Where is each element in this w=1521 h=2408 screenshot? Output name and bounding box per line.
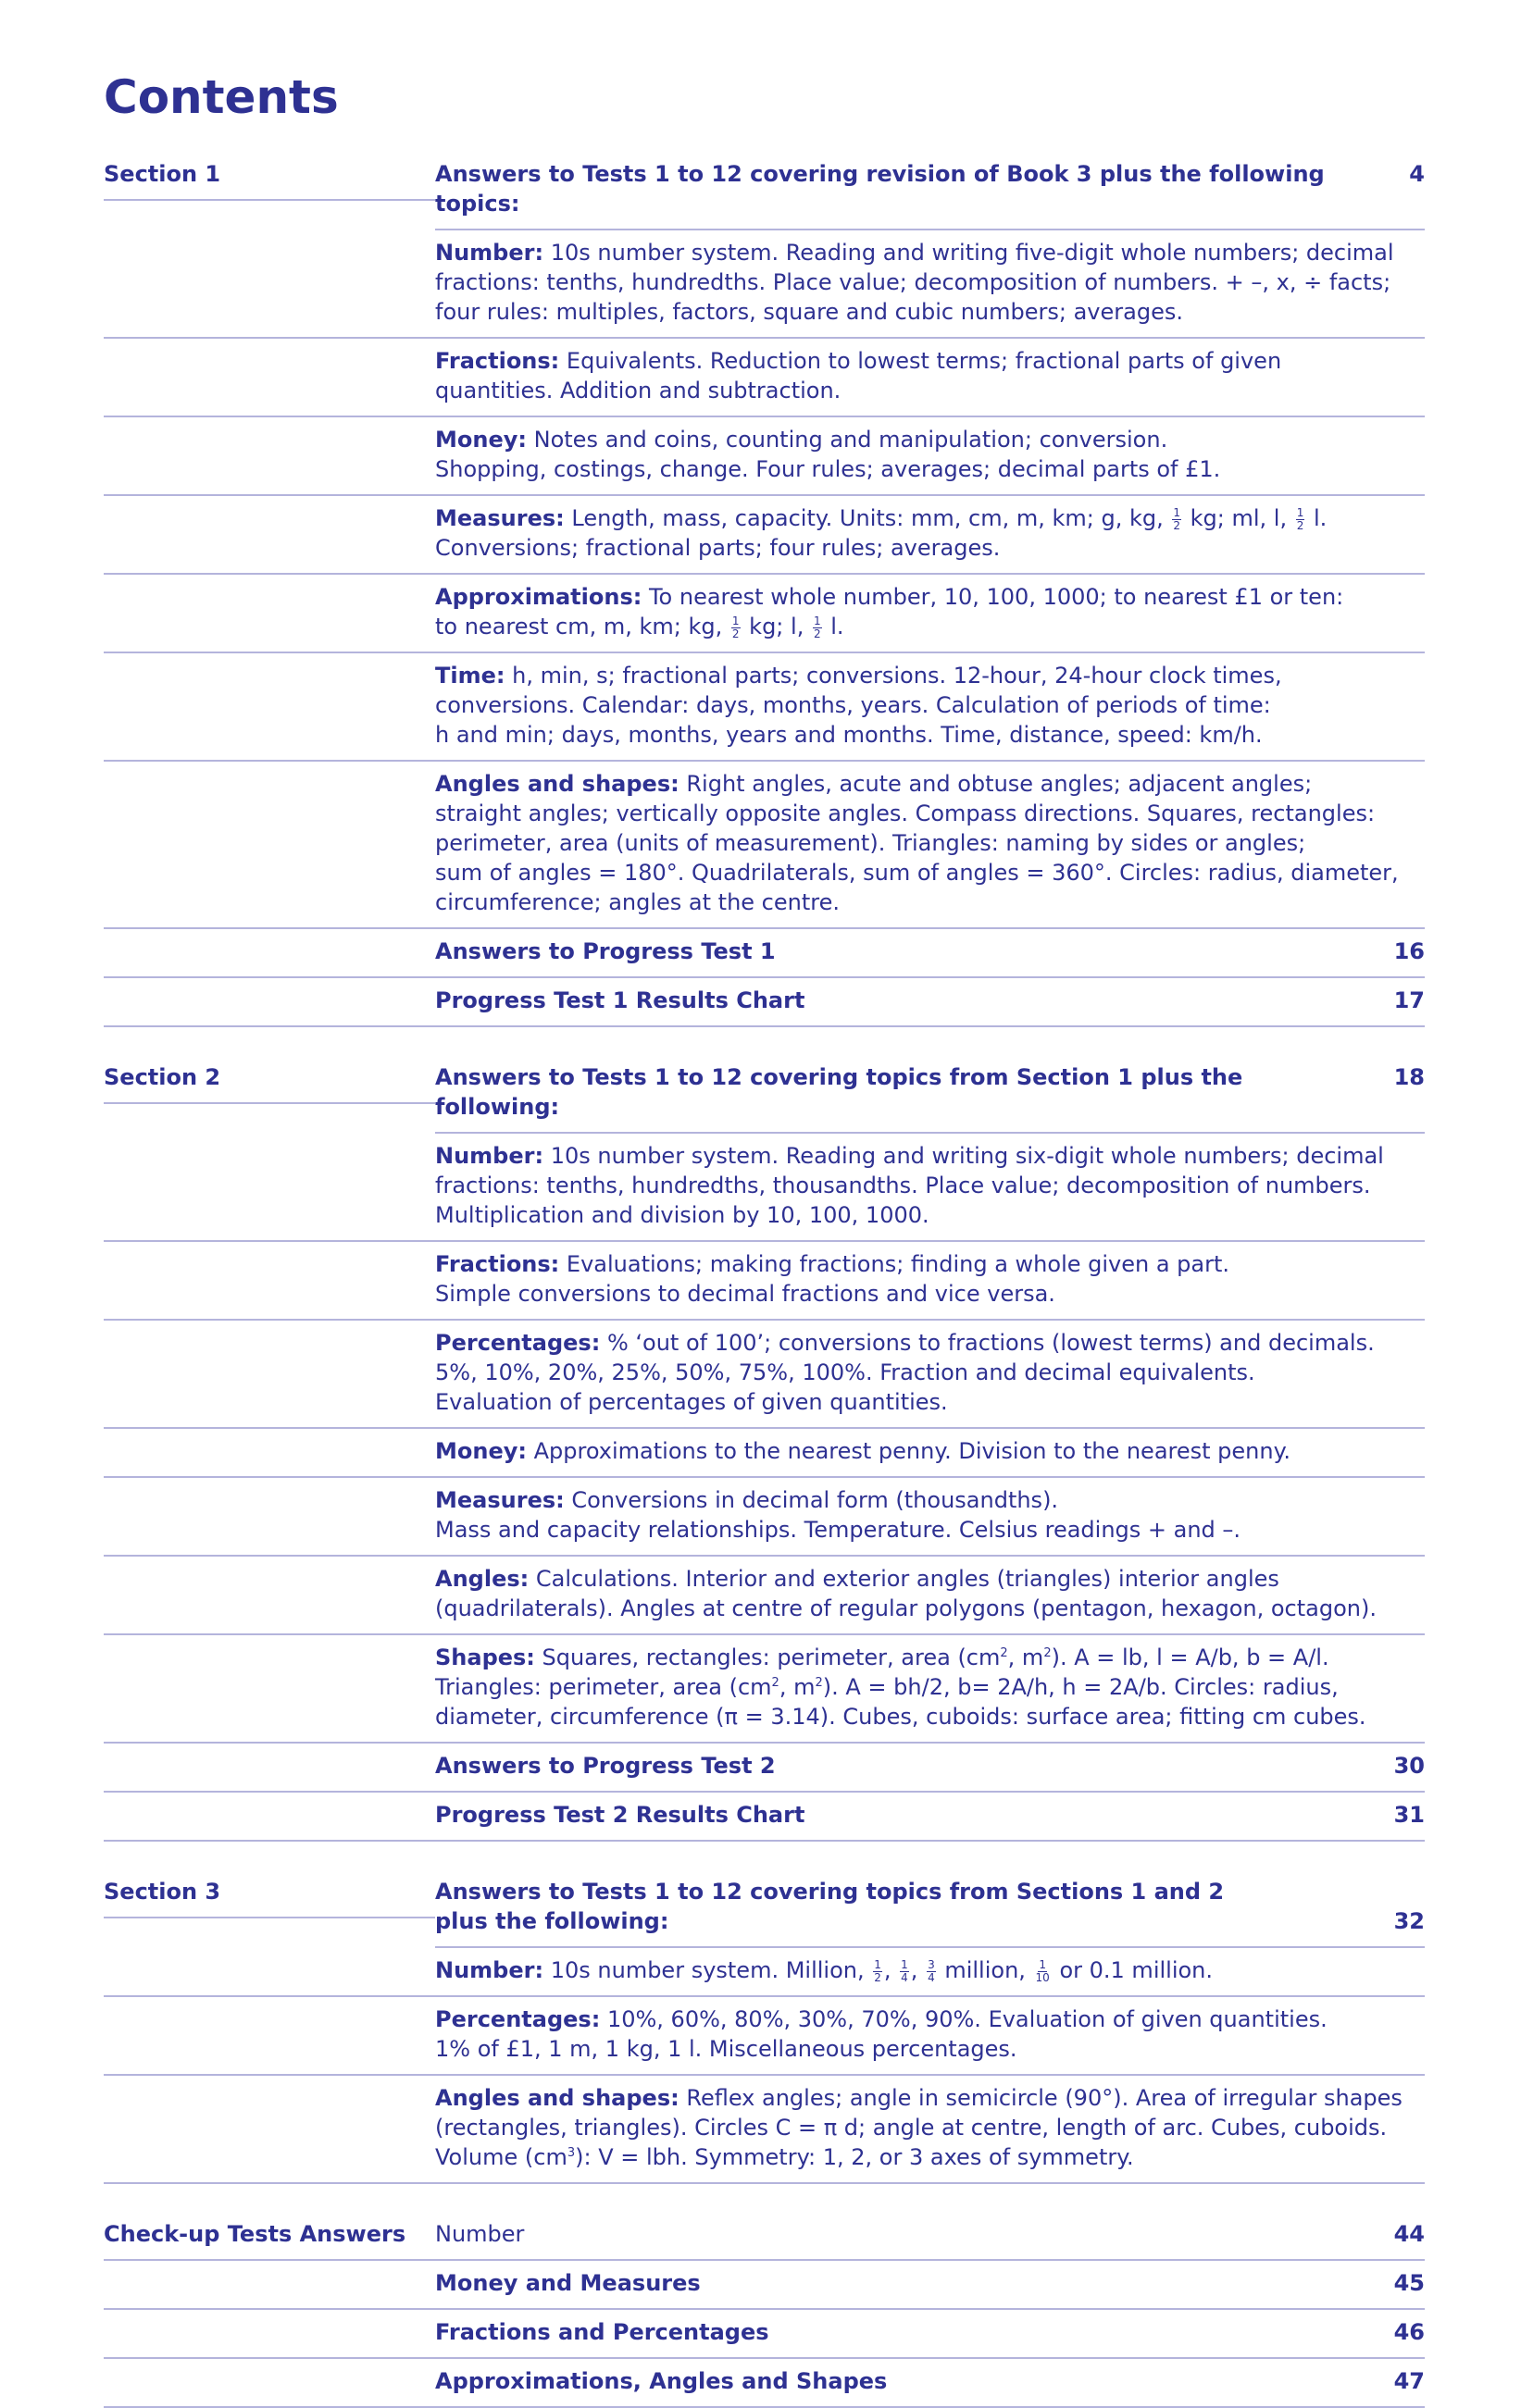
contents-entry[interactable] (435, 2359, 1425, 2408)
topic-description-line: 10s number system. Reading and writing five-digit whole numbers; decimal (550, 240, 1394, 266)
entry-title: Money and Measures (435, 2270, 701, 2296)
page-number: 32 (1393, 1908, 1425, 1934)
topic-heading: Percentages: (435, 1330, 601, 1356)
topic-heading: Measures: (435, 505, 565, 531)
topic-heading: Angles and shapes: (435, 2085, 679, 2111)
entry-title: Progress Test 1 Results Chart (435, 987, 805, 1013)
contents-entry[interactable] (435, 1055, 1425, 1134)
entry-title: Fractions and Percentages (435, 2319, 769, 2345)
topic-description-line: Right angles, acute and obtuse angles; adjacent angles; (686, 771, 1313, 797)
entry-title: Answers to Progress Test 2 (435, 1753, 776, 1779)
entry-text (435, 1249, 1425, 1309)
entry-text (435, 769, 1425, 917)
entry-title: Number (435, 2221, 525, 2247)
fraction: $\frac{1}{2}$ (813, 614, 821, 640)
entry-text (435, 986, 1369, 1015)
topic-description-line: Length, mass, capacity. Units: mm, cm, m, km; g, kg, $\frac{1}{2}$ kg; ml, l, $\frac{1}{2}$ l. (571, 505, 1328, 532)
entry-text (435, 937, 1369, 966)
topic-entry (435, 762, 1425, 929)
topic-description-line: Equivalents. Reduction to lowest terms; fractional parts of given (566, 348, 1282, 374)
topic-heading: Angles and shapes: (435, 771, 679, 797)
topic-entry (435, 1321, 1425, 1429)
topic-description-line: to nearest cm, m, km; kg, $\frac{1}{2}$ kg; l, $\frac{1}{2}$ l. (435, 614, 844, 640)
entry-text (435, 503, 1425, 563)
topic-entry (435, 2076, 1425, 2184)
topic-description-line: Notes and coins, counting and manipulation; conversion. (533, 427, 1168, 453)
topic-heading: Percentages: (435, 2006, 601, 2032)
contents-entry[interactable] (435, 2310, 1425, 2359)
page-number: 30 (1393, 1753, 1425, 1779)
topic-description-line: 10s number system. Million, $\frac{1}{2}$ , $\frac{1}{4}$ , $\frac{3}{4}$ million, $\frac{1}{10}$ or 0.1 million. (550, 1957, 1214, 1984)
entry-text (435, 1141, 1425, 1230)
page-number: 44 (1393, 2221, 1425, 2247)
superscript: 2 (771, 1676, 779, 1690)
topic-heading: Angles: (435, 1566, 530, 1592)
contents-entry[interactable] (435, 978, 1425, 1027)
section-entries (435, 152, 1425, 1027)
topic-description-line: 10s number system. Reading and writing six-digit whole numbers; decimal (550, 1143, 1384, 1169)
topic-description-line: (rectangles, triangles). Circles C = π d; angle at centre, length of arc. Cubes, cuboids. (435, 2115, 1388, 2141)
topic-entry (435, 653, 1425, 762)
entry-text (435, 159, 1369, 218)
topic-description-line: Conversions; fractional parts; four rules; averages. (435, 535, 1001, 561)
entry-text (435, 425, 1425, 484)
topic-entry (435, 1997, 1425, 2076)
topic-description-line: Approximations to the nearest penny. Division to the nearest penny. (533, 1438, 1291, 1464)
topic-heading: Fractions: (435, 1251, 560, 1277)
topic-description-line: Volume $(cm^3)$: V = lbh. Symmetry: 1, 2, or 3 axes of symmetry. (435, 2144, 1134, 2170)
page-number: 18 (1393, 1064, 1425, 1090)
topic-entry (435, 1557, 1425, 1635)
entry-title: Progress Test 2 Results Chart (435, 1802, 805, 1828)
entry-text (435, 1436, 1425, 1466)
topic-entry (435, 1635, 1425, 1744)
topic-heading: Money: (435, 427, 527, 453)
topic-heading: Approximations: (435, 584, 642, 610)
entry-text (435, 2268, 1369, 2298)
topic-description-line: sum of angles = 180°. Quadrilaterals, sum of angles = 360°. Circles: radius, diameter, (435, 860, 1399, 886)
entry-text (435, 2366, 1369, 2396)
superscript: 2 (815, 1676, 823, 1690)
fraction: $\frac{1}{2}$ (1173, 505, 1180, 532)
topic-heading: Time: (435, 663, 505, 689)
page-number: 4 (1409, 161, 1425, 187)
topic-entry (435, 1242, 1425, 1321)
topic-description-line: Evaluation of percentages of given quantities. (435, 1389, 948, 1415)
contents-entry[interactable] (435, 2261, 1425, 2310)
page-number: 47 (1393, 2368, 1425, 2394)
topic-description-line: Reflex angles; angle in semicircle (90°). Area of irregular shapes (686, 2085, 1403, 2111)
entry-text (435, 582, 1425, 641)
entry-text (435, 1485, 1425, 1545)
entry-text (435, 2005, 1425, 2064)
page-number: 46 (1393, 2319, 1425, 2345)
topic-description-line: diameter, circumference (π = 3.14). Cubes, cuboids: surface area; fitting cm cubes. (435, 1704, 1366, 1730)
topic-description-line: four rules: multiples, factors, square and cubic numbers; averages. (435, 299, 1183, 325)
section-label (104, 1055, 435, 1842)
entry-text (435, 1564, 1425, 1623)
entry-text (435, 1877, 1369, 1936)
page-number: 31 (1393, 1802, 1425, 1828)
topic-description-line: Multiplication and division by 10, 100, 1000. (435, 1202, 929, 1228)
section-entries (435, 2212, 1425, 2408)
fraction: $\frac{1}{4}$ (901, 1957, 908, 1984)
topic-description-line: Evaluations; making fractions; finding a whole given a part. (566, 1251, 1230, 1277)
topic-description-line: Shopping, costings, change. Four rules; averages; decimal parts of £1. (435, 456, 1221, 482)
superscript: 2 (1043, 1646, 1052, 1660)
contents-entry[interactable] (435, 2212, 1425, 2261)
toc-section (104, 1055, 1425, 1842)
entry-title: Answers to Progress Test 1 (435, 938, 776, 964)
fraction: $\frac{1}{2}$ (731, 614, 740, 640)
contents-entry[interactable] (435, 1744, 1425, 1793)
page-number: 17 (1393, 987, 1425, 1013)
entry-text (435, 1955, 1425, 1985)
topic-description-line: (quadrilaterals). Angles at centre of regular polygons (pentagon, hexagon, octagon). (435, 1595, 1377, 1621)
page-number: 45 (1393, 2270, 1425, 2296)
entry-title: Approximations, Angles and Shapes (435, 2368, 888, 2394)
entry-text (435, 1328, 1425, 1417)
section-entries (435, 1055, 1425, 1842)
entry-text (435, 346, 1425, 405)
entry-text (435, 1751, 1369, 1781)
fraction: $\frac{1}{2}$ (874, 1957, 881, 1984)
contents-entry[interactable] (435, 929, 1425, 978)
entry-text (435, 1800, 1369, 1830)
topic-description-line: 5%, 10%, 20%, 25%, 50%, 75%, 100%. Fraction and decimal equivalents. (435, 1359, 1255, 1385)
section-label-text: Section 3 (104, 1869, 435, 1918)
topic-description-line: Calculations. Interior and exterior angles (triangles) interior angles (535, 1566, 1279, 1592)
topic-entry (435, 1429, 1425, 1478)
fraction: $\frac{3}{4}$ (928, 1957, 935, 1984)
entry-title-continued: plus the following: (435, 1908, 669, 1934)
superscript: 2 (1000, 1646, 1008, 1660)
topic-description-line: Mass and capacity relationships. Temperature. Celsius readings + and –. (435, 1517, 1241, 1543)
topic-heading: Number: (435, 1143, 544, 1169)
toc-section (104, 2212, 1425, 2408)
page-title: Contents (104, 70, 339, 124)
entry-title: Answers to Tests 1 to 12 covering topics from Section 1 plus the following: (435, 1064, 1243, 1120)
entry-text (435, 2317, 1369, 2347)
fraction: $\frac{1}{2}$ (1296, 505, 1304, 532)
topic-description-line: To nearest whole number, 10, 100, 1000; to nearest £1 or ten: (648, 584, 1344, 610)
section-label (104, 152, 435, 1027)
section-label (104, 1869, 435, 2184)
topic-description-line: Simple conversions to decimal fractions and vice versa. (435, 1281, 1055, 1307)
entry-text (435, 2219, 1369, 2249)
topic-entry (435, 575, 1425, 653)
topic-description-line: Squares, rectangles: perimeter, area ($cm^2$, $m^2$). A = lb, l = A/b, b = A/l. (542, 1645, 1329, 1670)
entry-text (435, 1062, 1369, 1122)
section-label (104, 2212, 435, 2408)
topic-entry (435, 496, 1425, 575)
topic-heading: Number: (435, 1957, 544, 1983)
topic-description-line: fractions: tenths, hundredths, thousandths. Place value; decomposition of numbers. (435, 1173, 1371, 1198)
topic-entry (435, 1948, 1425, 1997)
toc-section (104, 1869, 1425, 2184)
fraction: $\frac{1}{10}$ (1035, 1957, 1050, 1984)
topic-entry (435, 230, 1425, 339)
topic-entry (435, 1478, 1425, 1557)
contents-page (104, 65, 1425, 2408)
topic-heading: Shapes: (435, 1645, 535, 1670)
contents-table (104, 152, 1425, 2408)
topic-heading: Measures: (435, 1487, 565, 1513)
entry-text (435, 238, 1425, 327)
superscript: 3 (567, 2146, 576, 2160)
section-label-text: Section 2 (104, 1055, 435, 1104)
toc-section (104, 152, 1425, 1027)
topic-description-line: Triangles: perimeter, area ($cm^2$, $m^2$). A = bh/2, b= 2A/h, h = 2A/b. Circles: radius, (435, 1674, 1339, 1700)
topic-entry (435, 1134, 1425, 1242)
topic-description-line: quantities. Addition and subtraction. (435, 378, 842, 403)
contents-entry[interactable] (435, 1793, 1425, 1842)
entry-text (435, 1643, 1425, 1732)
topic-description-line: 10%, 60%, 80%, 30%, 70%, 90%. Evaluation of given quantities. (606, 2006, 1328, 2032)
topic-entry (435, 339, 1425, 417)
entry-text (435, 2083, 1425, 2172)
topic-description-line: conversions. Calendar: days, months, years. Calculation of periods of time: (435, 692, 1271, 718)
section-label-text: Check-up Tests Answers (104, 2212, 435, 2261)
topic-description-line: h and min; days, months, years and months. Time, distance, speed: km/h. (435, 722, 1263, 748)
topic-heading: Money: (435, 1438, 527, 1464)
topic-description-line: straight angles; vertically opposite angles. Compass directions. Squares, rectangles: (435, 801, 1376, 826)
topic-heading: Fractions: (435, 348, 560, 374)
topic-description-line: Conversions in decimal form (thousandths). (571, 1487, 1059, 1513)
topic-entry (435, 417, 1425, 496)
entry-text (435, 661, 1425, 750)
topic-description-line: circumference; angles at the centre. (435, 889, 840, 915)
topic-description-line: perimeter, area (units of measurement). Triangles: naming by sides or angles; (435, 830, 1306, 856)
topic-description-line: h, min, s; fractional parts; conversions. 12-hour, 24-hour clock times, (512, 663, 1282, 689)
page-number: 16 (1393, 938, 1425, 964)
entry-title: Answers to Tests 1 to 12 covering topics from Sections 1 and 2 (435, 1879, 1225, 1905)
section-entries (435, 1869, 1425, 2184)
section-label-text: Section 1 (104, 152, 435, 201)
contents-entry[interactable] (435, 152, 1425, 230)
topic-description-line: 1% of £1, 1 m, 1 kg, 1 l. Miscellaneous percentages. (435, 2036, 1017, 2062)
topic-description-line: fractions: tenths, hundredths. Place value; decomposition of numbers. + –, x, ÷ facts; (435, 269, 1391, 295)
contents-entry[interactable] (435, 1869, 1425, 1948)
topic-description-line: % ‘out of 100’; conversions to fractions (lowest terms) and decimals. (606, 1330, 1375, 1356)
topic-heading: Number: (435, 240, 544, 266)
entry-title: Answers to Tests 1 to 12 covering revision of Book 3 plus the following topics: (435, 161, 1325, 217)
